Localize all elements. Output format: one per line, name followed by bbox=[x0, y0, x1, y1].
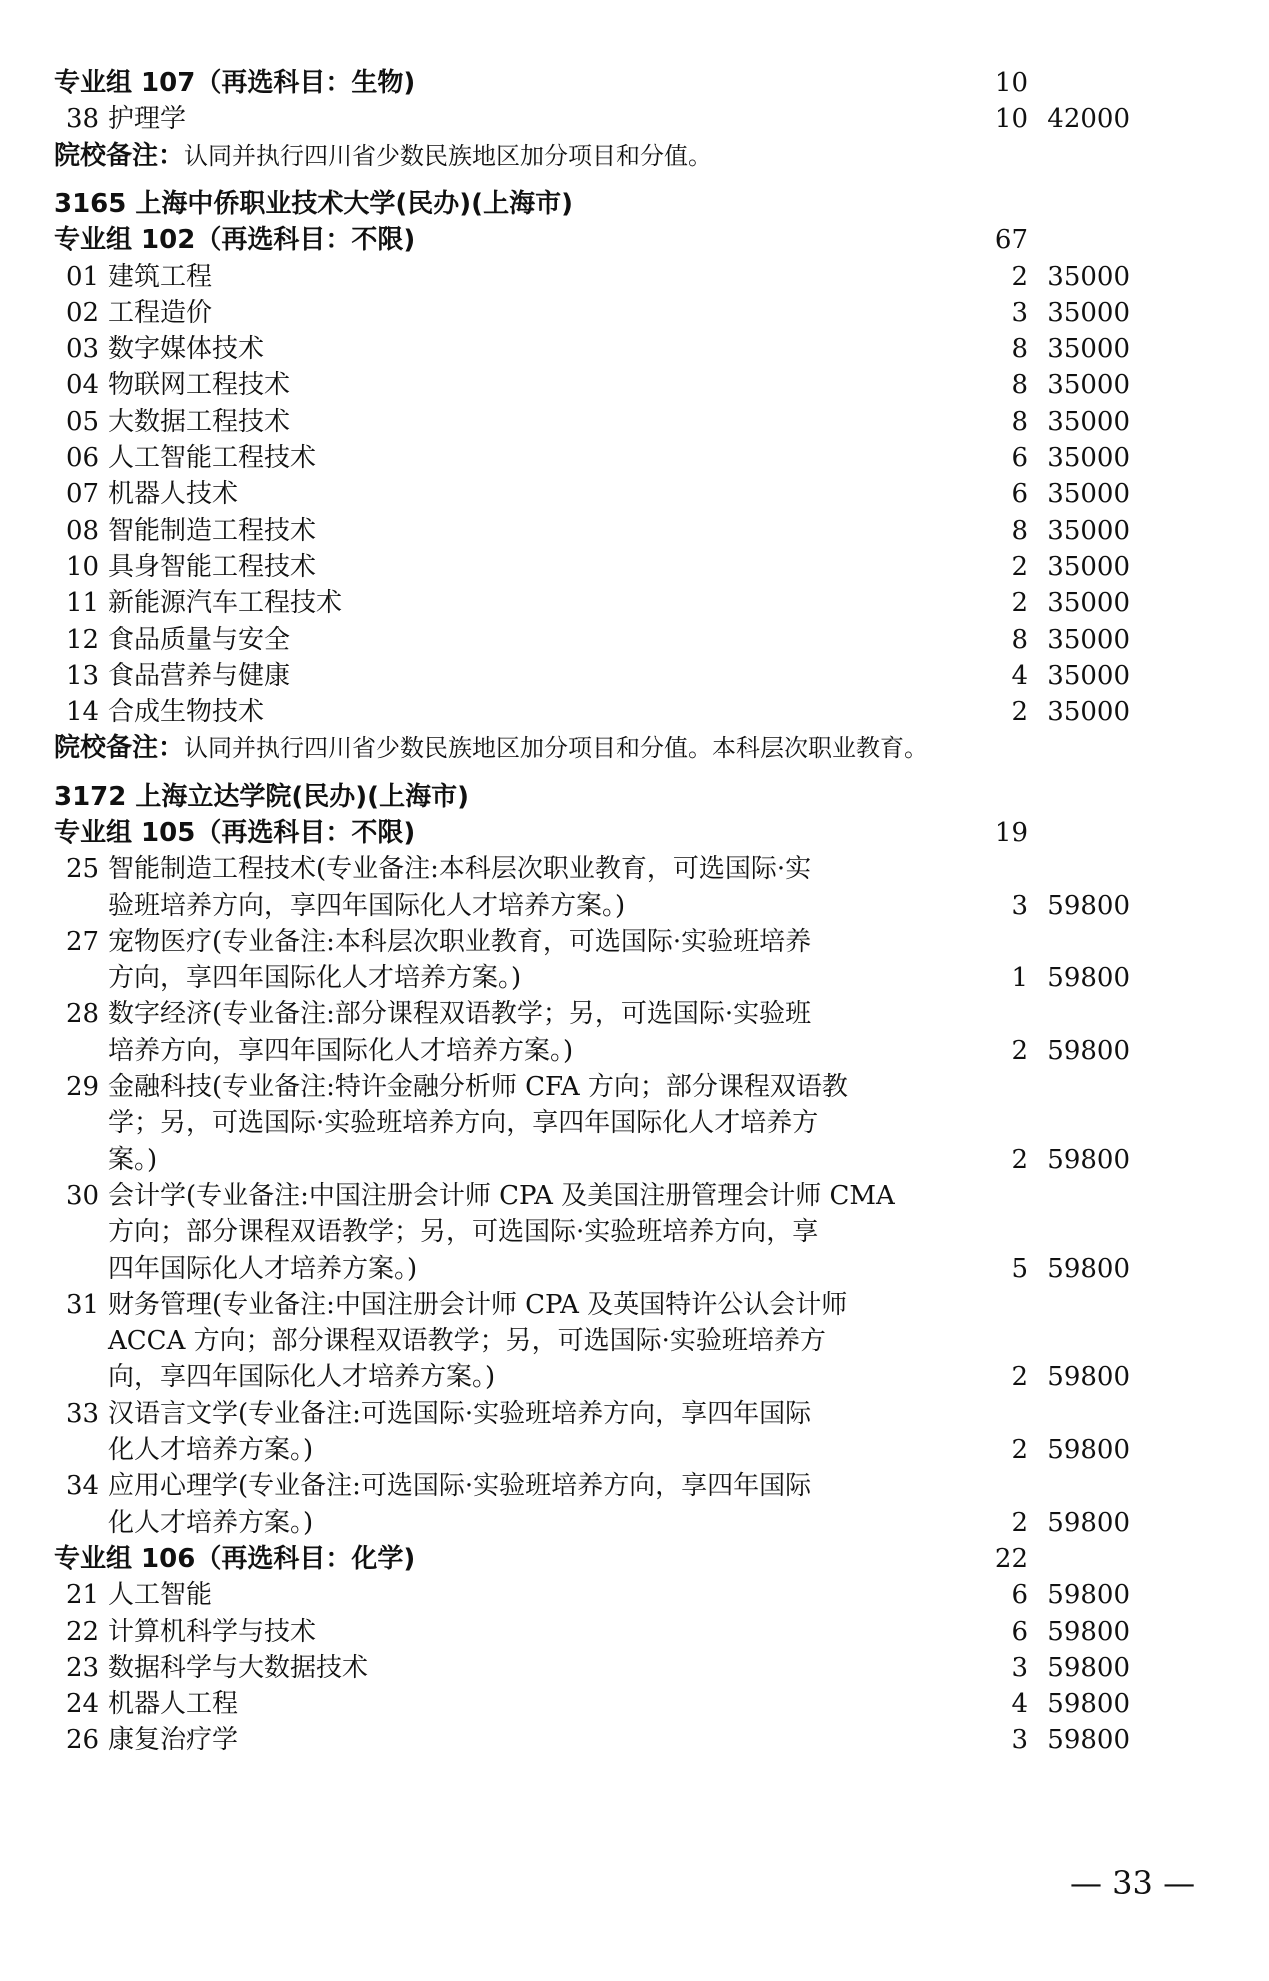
major-name: 数字媒体技术 bbox=[108, 334, 265, 364]
major-code: 05 bbox=[66, 407, 100, 437]
plan-count: 3 bbox=[1011, 298, 1028, 328]
school-row bbox=[0, 778, 1269, 816]
major-row bbox=[0, 657, 1269, 695]
group-title: 专业组 105（再选科目：不限) bbox=[54, 818, 416, 848]
major-code: 30 bbox=[66, 1181, 100, 1211]
major-name-continued: 四年国际化人才培养方案。) bbox=[108, 1254, 418, 1284]
tuition-fee: 35000 bbox=[1047, 479, 1130, 509]
cont-row bbox=[0, 1250, 1269, 1288]
major-code: 28 bbox=[66, 999, 100, 1029]
major-row bbox=[0, 693, 1269, 731]
plan-count: 10 bbox=[994, 104, 1028, 134]
school-title: 3172 上海立达学院(民办)(上海市) bbox=[54, 782, 469, 812]
plan-count: 2 bbox=[1011, 1508, 1028, 1538]
major-name: 宠物医疗(专业备注:本科层次职业教育，可选国际·实验班培养 bbox=[108, 927, 812, 957]
major-code: 23 bbox=[66, 1653, 100, 1683]
major-code: 03 bbox=[66, 334, 100, 364]
tuition-fee: 35000 bbox=[1047, 334, 1130, 364]
tuition-fee: 59800 bbox=[1047, 1725, 1130, 1755]
tuition-fee: 59800 bbox=[1047, 1617, 1130, 1647]
plan-count: 8 bbox=[1011, 407, 1028, 437]
tuition-fee: 59800 bbox=[1047, 1362, 1130, 1392]
major-name: 应用心理学(专业备注:可选国际·实验班培养方向，享四年国际 bbox=[108, 1471, 812, 1501]
major-name: 工程造价 bbox=[108, 298, 213, 328]
major-row bbox=[0, 1395, 1269, 1433]
tuition-fee: 35000 bbox=[1047, 262, 1130, 292]
major-name: 数字经济(专业备注:部分课程双语教学；另，可选国际·实验班 bbox=[108, 999, 812, 1029]
major-name-continued: 学；另，可选国际·实验班培养方向，享四年国际化人才培养方 bbox=[108, 1108, 819, 1138]
major-name: 食品质量与安全 bbox=[108, 625, 291, 655]
tuition-fee: 42000 bbox=[1047, 104, 1130, 134]
tuition-fee: 35000 bbox=[1047, 298, 1130, 328]
plan-count: 2 bbox=[1011, 1362, 1028, 1392]
major-code: 12 bbox=[66, 625, 100, 655]
major-name: 康复治疗学 bbox=[108, 1725, 239, 1755]
major-row bbox=[0, 439, 1269, 477]
major-row bbox=[0, 330, 1269, 368]
major-row bbox=[0, 1467, 1269, 1505]
plan-count: 19 bbox=[994, 818, 1028, 848]
major-row bbox=[0, 512, 1269, 550]
remark-label: 院校备注： bbox=[54, 733, 185, 763]
page-number: — 33 — bbox=[1070, 1864, 1196, 1902]
major-row bbox=[0, 366, 1269, 404]
plan-count: 3 bbox=[1011, 891, 1028, 921]
major-name: 具身智能工程技术 bbox=[108, 552, 317, 582]
note-row bbox=[0, 137, 1269, 175]
major-row bbox=[0, 548, 1269, 586]
major-name: 新能源汽车工程技术 bbox=[108, 588, 343, 618]
major-name-continued: 方向，享四年国际化人才培养方案。) bbox=[108, 963, 522, 993]
plan-count: 2 bbox=[1011, 1145, 1028, 1175]
major-name: 计算机科学与技术 bbox=[108, 1617, 317, 1647]
major-name-continued: 验班培养方向，享四年国际化人才培养方案。) bbox=[108, 891, 626, 921]
tuition-fee: 35000 bbox=[1047, 407, 1130, 437]
cont-row bbox=[0, 1358, 1269, 1396]
remark-text: 认同并执行四川省少数民族地区加分项目和分值。 bbox=[184, 142, 713, 170]
school-remark bbox=[54, 729, 928, 767]
major-row bbox=[0, 1721, 1269, 1759]
plan-count: 2 bbox=[1011, 552, 1028, 582]
major-row bbox=[0, 294, 1269, 332]
major-code: 07 bbox=[66, 479, 100, 509]
plan-count: 2 bbox=[1011, 262, 1028, 292]
major-code: 31 bbox=[66, 1290, 100, 1320]
major-name: 物联网工程技术 bbox=[108, 370, 291, 400]
major-name: 护理学 bbox=[108, 104, 187, 134]
plan-count: 2 bbox=[1011, 588, 1028, 618]
tuition-fee: 59800 bbox=[1047, 963, 1130, 993]
major-row bbox=[0, 1286, 1269, 1324]
group-row bbox=[0, 814, 1269, 852]
note-row bbox=[0, 729, 1269, 767]
cont-row bbox=[0, 1141, 1269, 1179]
major-row bbox=[0, 475, 1269, 513]
major-code: 06 bbox=[66, 443, 100, 473]
major-name: 大数据工程技术 bbox=[108, 407, 291, 437]
remark-text: 认同并执行四川省少数民族地区加分项目和分值。本科层次职业教育。 bbox=[184, 734, 929, 762]
major-row bbox=[0, 850, 1269, 888]
tuition-fee: 59800 bbox=[1047, 1145, 1130, 1175]
major-code: 34 bbox=[66, 1471, 100, 1501]
major-name: 机器人技术 bbox=[108, 479, 239, 509]
plan-count: 67 bbox=[994, 225, 1028, 255]
plan-count: 1 bbox=[1011, 963, 1028, 993]
tuition-fee: 59800 bbox=[1047, 1254, 1130, 1284]
major-row bbox=[0, 995, 1269, 1033]
major-name: 智能制造工程技术(专业备注:本科层次职业教育，可选国际·实 bbox=[108, 854, 812, 884]
major-row bbox=[0, 621, 1269, 659]
tuition-fee: 59800 bbox=[1047, 1689, 1130, 1719]
major-name: 食品营养与健康 bbox=[108, 661, 291, 691]
major-code: 02 bbox=[66, 298, 100, 328]
cont-row bbox=[0, 1431, 1269, 1469]
plan-count: 3 bbox=[1011, 1653, 1028, 1683]
cont-row bbox=[0, 1322, 1269, 1360]
tuition-fee: 59800 bbox=[1047, 1036, 1130, 1066]
plan-count: 2 bbox=[1011, 1036, 1028, 1066]
group-title: 专业组 107（再选科目：生物) bbox=[54, 68, 416, 98]
major-code: 26 bbox=[66, 1725, 100, 1755]
cont-row bbox=[0, 1213, 1269, 1251]
major-name-continued: 案。) bbox=[108, 1145, 158, 1175]
plan-count: 4 bbox=[1011, 1689, 1028, 1719]
tuition-fee: 59800 bbox=[1047, 891, 1130, 921]
major-code: 08 bbox=[66, 516, 100, 546]
plan-count: 6 bbox=[1011, 443, 1028, 473]
group-row bbox=[0, 1540, 1269, 1578]
major-row bbox=[0, 1177, 1269, 1215]
major-row bbox=[0, 258, 1269, 296]
major-name: 会计学(专业备注:中国注册会计师 CPA 及美国注册管理会计师 CMA bbox=[108, 1181, 895, 1211]
major-name: 人工智能 bbox=[108, 1580, 213, 1610]
tuition-fee: 35000 bbox=[1047, 661, 1130, 691]
major-name: 财务管理(专业备注:中国注册会计师 CPA 及英国特许公认会计师 bbox=[108, 1290, 848, 1320]
major-name: 机器人工程 bbox=[108, 1689, 239, 1719]
cont-row bbox=[0, 1032, 1269, 1070]
major-code: 24 bbox=[66, 1689, 100, 1719]
major-code: 21 bbox=[66, 1580, 100, 1610]
tuition-fee: 59800 bbox=[1047, 1435, 1130, 1465]
major-row bbox=[0, 584, 1269, 622]
tuition-fee: 59800 bbox=[1047, 1508, 1130, 1538]
tuition-fee: 35000 bbox=[1047, 588, 1130, 618]
plan-count: 6 bbox=[1011, 479, 1028, 509]
major-name: 金融科技(专业备注:特许金融分析师 CFA 方向；部分课程双语教 bbox=[108, 1072, 848, 1102]
major-name-continued: ACCA 方向；部分课程双语教学；另，可选国际·实验班培养方 bbox=[108, 1326, 826, 1356]
group-title: 专业组 102（再选科目：不限) bbox=[54, 225, 416, 255]
major-name: 建筑工程 bbox=[108, 262, 213, 292]
tuition-fee: 35000 bbox=[1047, 370, 1130, 400]
plan-count: 4 bbox=[1011, 661, 1028, 691]
tuition-fee: 35000 bbox=[1047, 697, 1130, 727]
major-name-continued: 方向；部分课程双语教学；另，可选国际·实验班培养方向，享 bbox=[108, 1217, 819, 1247]
plan-count: 10 bbox=[994, 68, 1028, 98]
major-row bbox=[0, 403, 1269, 441]
tuition-fee: 59800 bbox=[1047, 1653, 1130, 1683]
major-code: 13 bbox=[66, 661, 100, 691]
tuition-fee: 35000 bbox=[1047, 516, 1130, 546]
tuition-fee: 35000 bbox=[1047, 443, 1130, 473]
major-code: 11 bbox=[66, 588, 100, 618]
plan-count: 22 bbox=[994, 1544, 1028, 1574]
school-remark bbox=[54, 137, 712, 175]
major-name: 汉语言文学(专业备注:可选国际·实验班培养方向，享四年国际 bbox=[108, 1399, 812, 1429]
group-row bbox=[0, 64, 1269, 102]
plan-count: 8 bbox=[1011, 516, 1028, 546]
major-name-continued: 化人才培养方案。) bbox=[108, 1435, 314, 1465]
plan-count: 8 bbox=[1011, 625, 1028, 655]
plan-count: 3 bbox=[1011, 1725, 1028, 1755]
major-row bbox=[0, 1649, 1269, 1687]
major-code: 04 bbox=[66, 370, 100, 400]
plan-count: 5 bbox=[1011, 1254, 1028, 1284]
school-title: 3165 上海中侨职业技术大学(民办)(上海市) bbox=[54, 189, 573, 219]
major-code: 25 bbox=[66, 854, 100, 884]
major-row bbox=[0, 1068, 1269, 1106]
major-code: 22 bbox=[66, 1617, 100, 1647]
tuition-fee: 59800 bbox=[1047, 1580, 1130, 1610]
major-code: 33 bbox=[66, 1399, 100, 1429]
major-name-continued: 向，享四年国际化人才培养方案。) bbox=[108, 1362, 496, 1392]
major-code: 10 bbox=[66, 552, 100, 582]
major-code: 14 bbox=[66, 697, 100, 727]
major-code: 01 bbox=[66, 262, 100, 292]
plan-count: 2 bbox=[1011, 1435, 1028, 1465]
major-name: 智能制造工程技术 bbox=[108, 516, 317, 546]
cont-row bbox=[0, 1104, 1269, 1142]
major-name-continued: 培养方向，享四年国际化人才培养方案。) bbox=[108, 1036, 574, 1066]
major-name: 数据科学与大数据技术 bbox=[108, 1653, 369, 1683]
group-row bbox=[0, 221, 1269, 259]
school-row bbox=[0, 185, 1269, 223]
major-code: 29 bbox=[66, 1072, 100, 1102]
plan-count: 6 bbox=[1011, 1580, 1028, 1610]
major-name: 人工智能工程技术 bbox=[108, 443, 317, 473]
major-row bbox=[0, 923, 1269, 961]
major-code: 27 bbox=[66, 927, 100, 957]
plan-count: 8 bbox=[1011, 334, 1028, 364]
plan-count: 8 bbox=[1011, 370, 1028, 400]
major-name-continued: 化人才培养方案。) bbox=[108, 1508, 314, 1538]
major-code: 38 bbox=[66, 104, 100, 134]
major-row bbox=[0, 1576, 1269, 1614]
major-row bbox=[0, 100, 1269, 138]
cont-row bbox=[0, 887, 1269, 925]
cont-row bbox=[0, 1504, 1269, 1542]
tuition-fee: 35000 bbox=[1047, 552, 1130, 582]
group-title: 专业组 106（再选科目：化学) bbox=[54, 1544, 416, 1574]
remark-label: 院校备注： bbox=[54, 141, 185, 171]
major-row bbox=[0, 1685, 1269, 1723]
cont-row bbox=[0, 959, 1269, 997]
plan-count: 6 bbox=[1011, 1617, 1028, 1647]
major-row bbox=[0, 1613, 1269, 1651]
major-name: 合成生物技术 bbox=[108, 697, 265, 727]
tuition-fee: 35000 bbox=[1047, 625, 1130, 655]
plan-count: 2 bbox=[1011, 697, 1028, 727]
